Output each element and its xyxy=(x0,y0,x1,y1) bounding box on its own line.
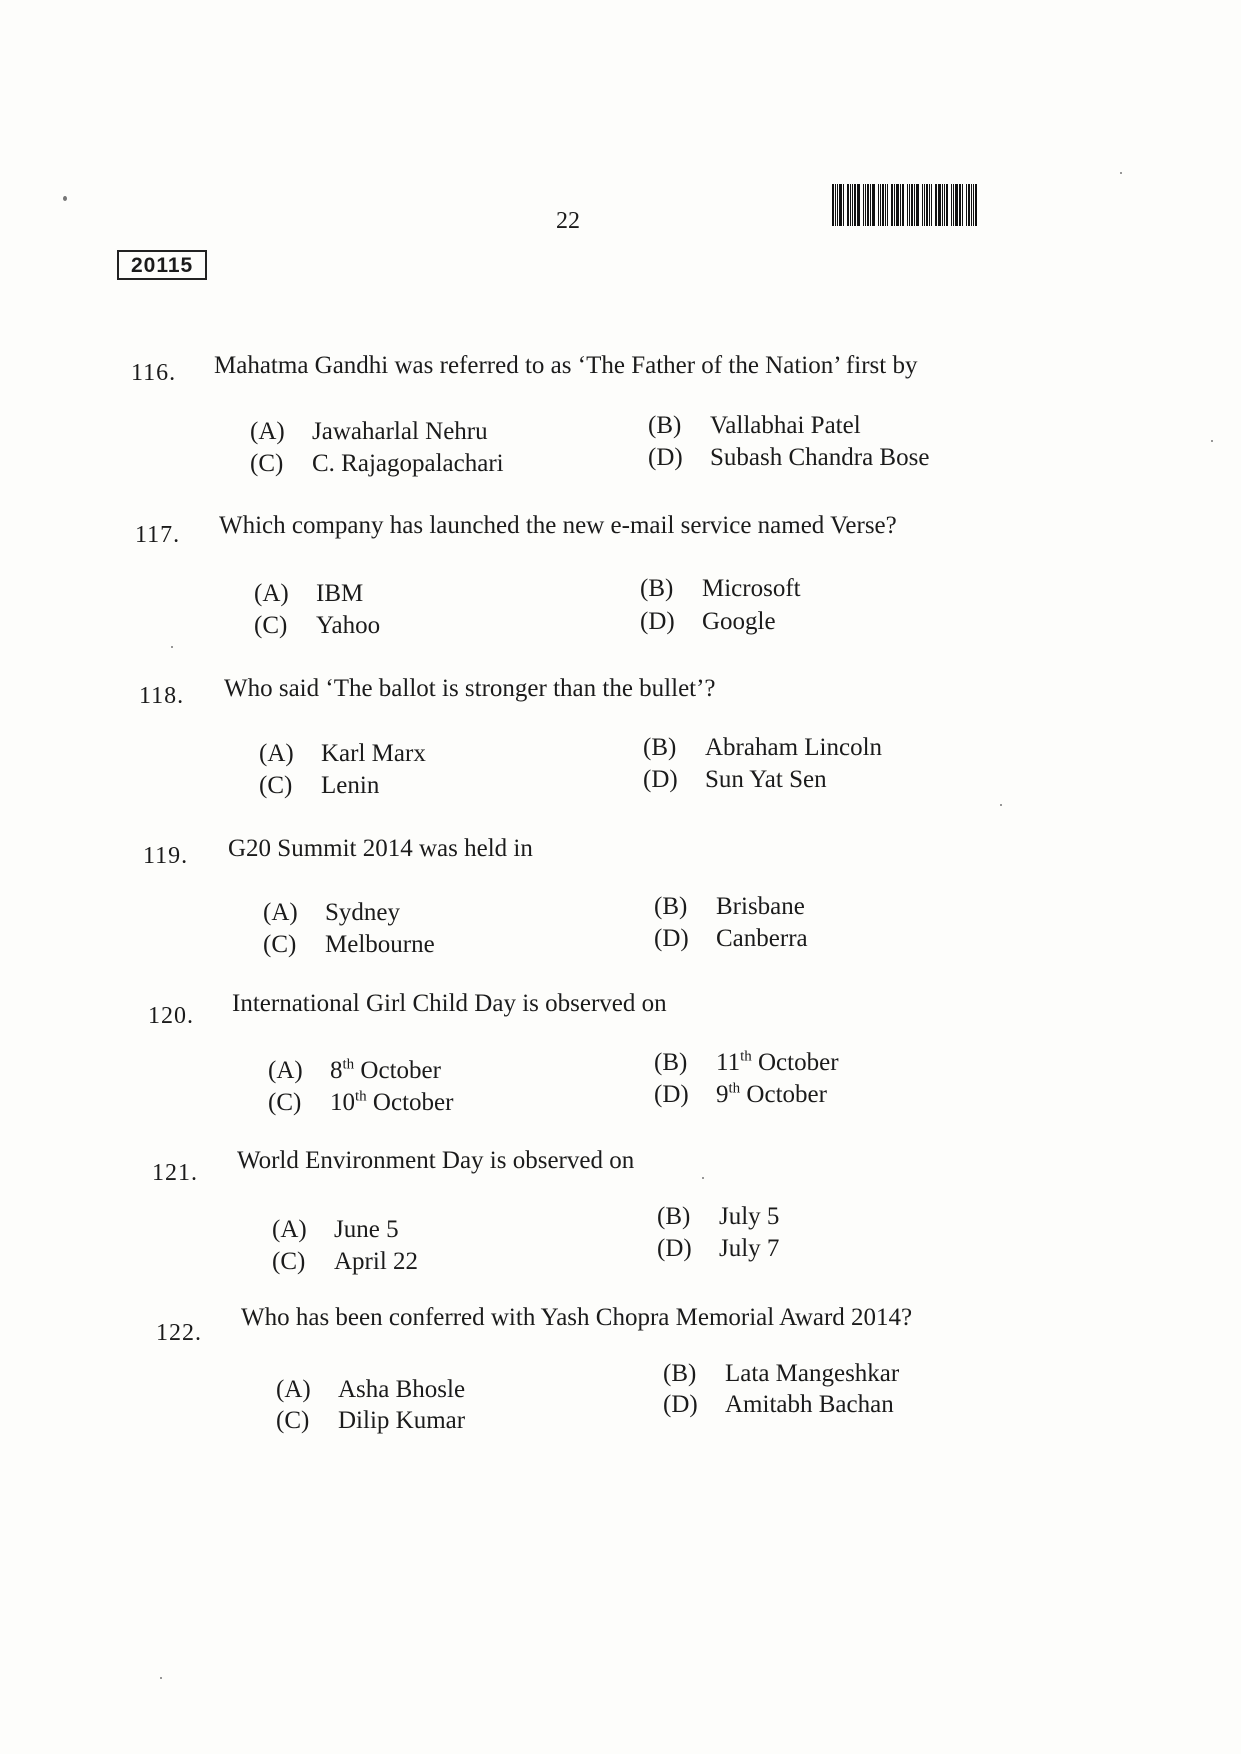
question-number: 120. xyxy=(148,1003,194,1029)
page-number: 22 xyxy=(556,208,580,234)
option-c[interactable]: (C) Melbourne xyxy=(263,931,435,958)
option-a[interactable]: (A) Asha Bhosle xyxy=(276,1376,466,1403)
barcode-bar xyxy=(907,184,908,226)
option-a[interactable]: (A) Jawaharlal Nehru xyxy=(250,418,488,445)
barcode-bar xyxy=(929,184,930,226)
barcode-bar xyxy=(922,184,923,226)
barcode-bar xyxy=(880,184,881,226)
option-a[interactable]: (A) Karl Marx xyxy=(259,740,426,767)
question-text: Mahatma Gandhi was referred to as ‘The Father of the Nation’ first by xyxy=(214,352,918,379)
option-d[interactable]: (D) Canberra xyxy=(654,925,808,952)
barcode-bar xyxy=(867,184,869,226)
barcode-bar xyxy=(832,184,834,226)
question-text: World Environment Day is observed on xyxy=(237,1147,635,1174)
paper-code-box: 20115 xyxy=(117,250,207,280)
barcode-bar xyxy=(870,184,871,226)
question-number: 119. xyxy=(143,843,189,869)
question-text: Who said ‘The ballot is stronger than the bullet’? xyxy=(224,675,716,702)
barcode-bar xyxy=(916,184,919,226)
barcode-bar xyxy=(885,184,886,226)
barcode-bar xyxy=(975,184,977,226)
option-b[interactable]: (B) Vallabhai Patel xyxy=(648,412,861,439)
barcode-bar xyxy=(847,184,849,226)
barcode-bar xyxy=(843,184,844,226)
barcode-bar xyxy=(966,184,967,226)
question-number: 121. xyxy=(152,1160,198,1186)
option-b[interactable]: (B) 11th October xyxy=(654,1048,839,1076)
option-d[interactable]: (D) Sun Yat Sen xyxy=(643,766,827,793)
option-a[interactable]: (A) Sydney xyxy=(263,899,400,926)
barcode-bar xyxy=(973,184,974,226)
barcode-bar xyxy=(865,184,866,226)
barcode-bar xyxy=(837,184,838,226)
question-text: International Girl Child Day is observed on xyxy=(232,990,667,1017)
scan-speck xyxy=(702,1177,704,1179)
barcode-bar xyxy=(962,184,963,226)
barcode-icon xyxy=(832,184,1002,226)
barcode-bar xyxy=(872,184,875,226)
option-a[interactable]: (A) June 5 xyxy=(272,1216,399,1243)
barcode-bar xyxy=(839,184,842,226)
option-d[interactable]: (D) Subash Chandra Bose xyxy=(648,444,930,471)
barcode-bar xyxy=(909,184,910,226)
option-c[interactable]: (C) Yahoo xyxy=(254,612,381,639)
option-b[interactable]: (B) Lata Mangeshkar xyxy=(663,1360,900,1387)
option-a[interactable]: (A) IBM xyxy=(254,580,364,607)
scan-speck xyxy=(1120,172,1122,174)
scan-speck xyxy=(160,1677,162,1679)
option-c[interactable]: (C) Dilip Kumar xyxy=(276,1407,466,1434)
option-b[interactable]: (B) Abraham Lincoln xyxy=(643,734,883,761)
barcode-bar xyxy=(852,184,853,226)
barcode-bar xyxy=(878,184,879,226)
barcode-bar xyxy=(971,184,972,226)
barcode-bar xyxy=(894,184,895,226)
barcode-bar xyxy=(951,184,952,226)
barcode-bar xyxy=(959,184,961,226)
option-d[interactable]: (D) July 7 xyxy=(657,1235,780,1262)
barcode-bar xyxy=(953,184,954,226)
barcode-bar xyxy=(924,184,925,226)
question-number: 122. xyxy=(156,1320,202,1346)
barcode-bar xyxy=(882,184,884,226)
barcode-bar xyxy=(854,184,856,226)
question-number: 116. xyxy=(131,360,177,386)
scan-speck xyxy=(1000,804,1002,806)
barcode-bar xyxy=(935,184,937,226)
option-c[interactable]: (C) C. Rajagopalachari xyxy=(250,450,504,477)
option-b[interactable]: (B) Microsoft xyxy=(640,575,801,602)
barcode-bar xyxy=(891,184,893,226)
barcode-bar xyxy=(942,184,943,226)
option-b[interactable]: (B) July 5 xyxy=(657,1203,780,1230)
barcode-bar xyxy=(857,184,860,226)
barcode-bar xyxy=(896,184,899,226)
question-text: G20 Summit 2014 was held in xyxy=(228,835,533,862)
barcode-bar xyxy=(887,184,888,226)
option-c[interactable]: (C) April 22 xyxy=(272,1248,419,1275)
barcode-bar xyxy=(835,184,836,226)
option-b[interactable]: (B) Brisbane xyxy=(654,893,805,920)
option-d[interactable]: (D) Amitabh Bachan xyxy=(663,1391,894,1418)
barcode-bar xyxy=(944,184,945,226)
barcode-bar xyxy=(900,184,901,226)
scan-speck xyxy=(1211,440,1213,442)
barcode-bar xyxy=(863,184,864,226)
barcode-bar xyxy=(946,184,948,226)
barcode-bar xyxy=(968,184,970,226)
question-number: 118. xyxy=(139,683,185,709)
option-d[interactable]: (D) Google xyxy=(640,608,776,635)
question-number: 117. xyxy=(135,522,181,548)
barcode-bar xyxy=(914,184,915,226)
question-text: Which company has launched the new e-mail service named Verse? xyxy=(219,512,897,539)
barcode-bar xyxy=(955,184,958,226)
barcode-bar xyxy=(911,184,913,226)
option-d[interactable]: (D) 9th October xyxy=(654,1080,827,1108)
scan-speck xyxy=(63,196,67,201)
barcode-bar xyxy=(938,184,941,226)
question-text: Who has been conferred with Yash Chopra Memorial Award 2014? xyxy=(241,1304,913,1331)
barcode-bar xyxy=(850,184,851,226)
barcode-bar xyxy=(926,184,928,226)
option-a[interactable]: (A) 8th October xyxy=(268,1056,441,1084)
barcode-bar xyxy=(902,184,904,226)
scan-speck xyxy=(171,646,173,648)
option-c[interactable]: (C) 10th October xyxy=(268,1088,454,1116)
option-c[interactable]: (C) Lenin xyxy=(259,772,380,799)
barcode-bar xyxy=(931,184,932,226)
